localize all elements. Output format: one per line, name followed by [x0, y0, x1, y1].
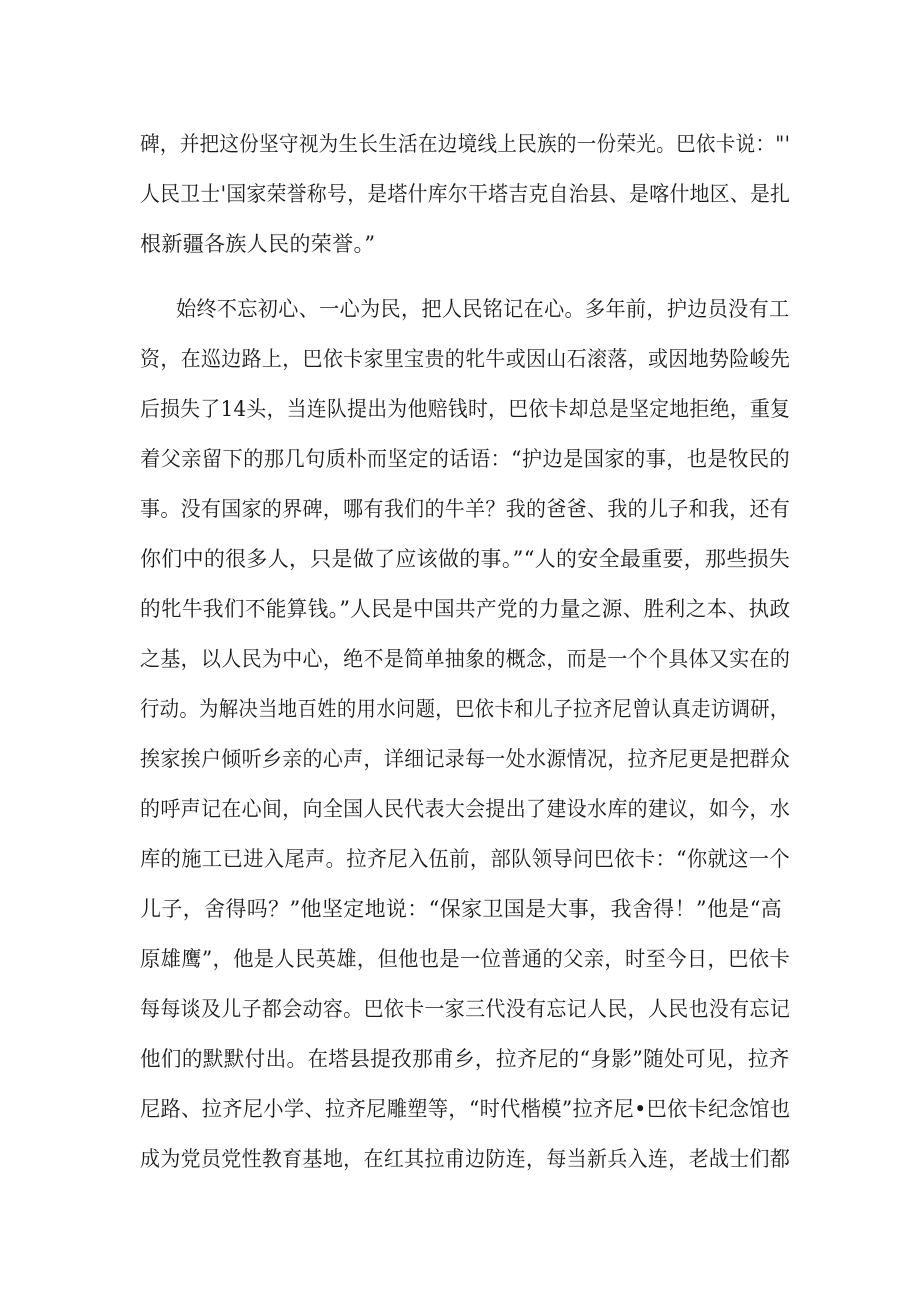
text-line: 事。没有国家的界碑，哪有我们的牛羊？我的爸爸、我的儿子和我，还有	[140, 497, 791, 521]
text-line: 成为党员党性教育基地，在红其拉甫边防连，每当新兵入连，老战士们都	[140, 1147, 791, 1171]
text-line: 库的施工已进入尾声。拉齐尼入伍前，部队领导问巴依卡：“你就这一个	[140, 847, 790, 871]
text-line: 行动。为解决当地百姓的用水问题，巴依卡和儿子拉齐尼曾认真走访调研，	[140, 697, 790, 721]
text-line: 之基，以人民为中心，绝不是简单抽象的概念，而是一个个具体又实在的	[140, 647, 791, 671]
text-line: 根新疆各族人民的荣誉。”	[140, 232, 376, 256]
text-line: 的牝牛我们不能算钱。”人民是中国共产党的力量之源、胜利之本、执政	[140, 597, 791, 621]
text-line: 后损失了14头，当连队提出为他赔钱时，巴依卡却总是坚定地拒绝，重复	[140, 397, 791, 421]
text-line: 始终不忘初心、一心为民，把人民铭记在心。多年前，护边员没有工	[176, 297, 790, 321]
text-line: 原雄鹰”，他是人民英雄，但他也是一位普通的父亲，时至今日，巴依卡	[140, 947, 790, 971]
text-line: 挨家挨户倾听乡亲的心声，详细记录每一处水源情况，拉齐尼更是把群众	[140, 747, 791, 771]
text-line: 每每谈及儿子都会动容。巴依卡一家三代没有忘记人民，人民也没有忘记	[140, 997, 791, 1021]
text-line: 儿子，舍得吗？”他坚定地说：“保家卫国是大事，我舍得！”他是“高	[140, 897, 783, 921]
text-line: 尼路、拉齐尼小学、拉齐尼雕塑等，“时代楷模”拉齐尼•巴依卡纪念馆也	[140, 1097, 791, 1121]
text-line: 你们中的很多人，只是做了应该做的事。”“人的安全最重要，那些损失	[140, 547, 791, 571]
text-line: 着父亲留下的那几句质朴而坚定的话语：“护边是国家的事，也是牧民的	[140, 447, 790, 471]
text-line: 碑，并把这份坚守视为生长生活在边境线上民族的一份荣光。巴依卡说："'	[140, 132, 791, 156]
text-line: 的呼声记在心间，向全国人民代表大会提出了建设水库的建议，如今，水	[140, 797, 791, 821]
text-line: 人民卫士'国家荣誉称号，是塔什库尔干塔吉克自治县、是喀什地区、是扎	[140, 182, 791, 206]
text-line: 他们的默默付出。在塔县提孜那甫乡，拉齐尼的“身影”随处可见，拉齐	[140, 1047, 790, 1071]
text-line: 资，在巡边路上，巴依卡家里宝贵的牝牛或因山石滚落，或因地势险峻先	[140, 347, 791, 371]
